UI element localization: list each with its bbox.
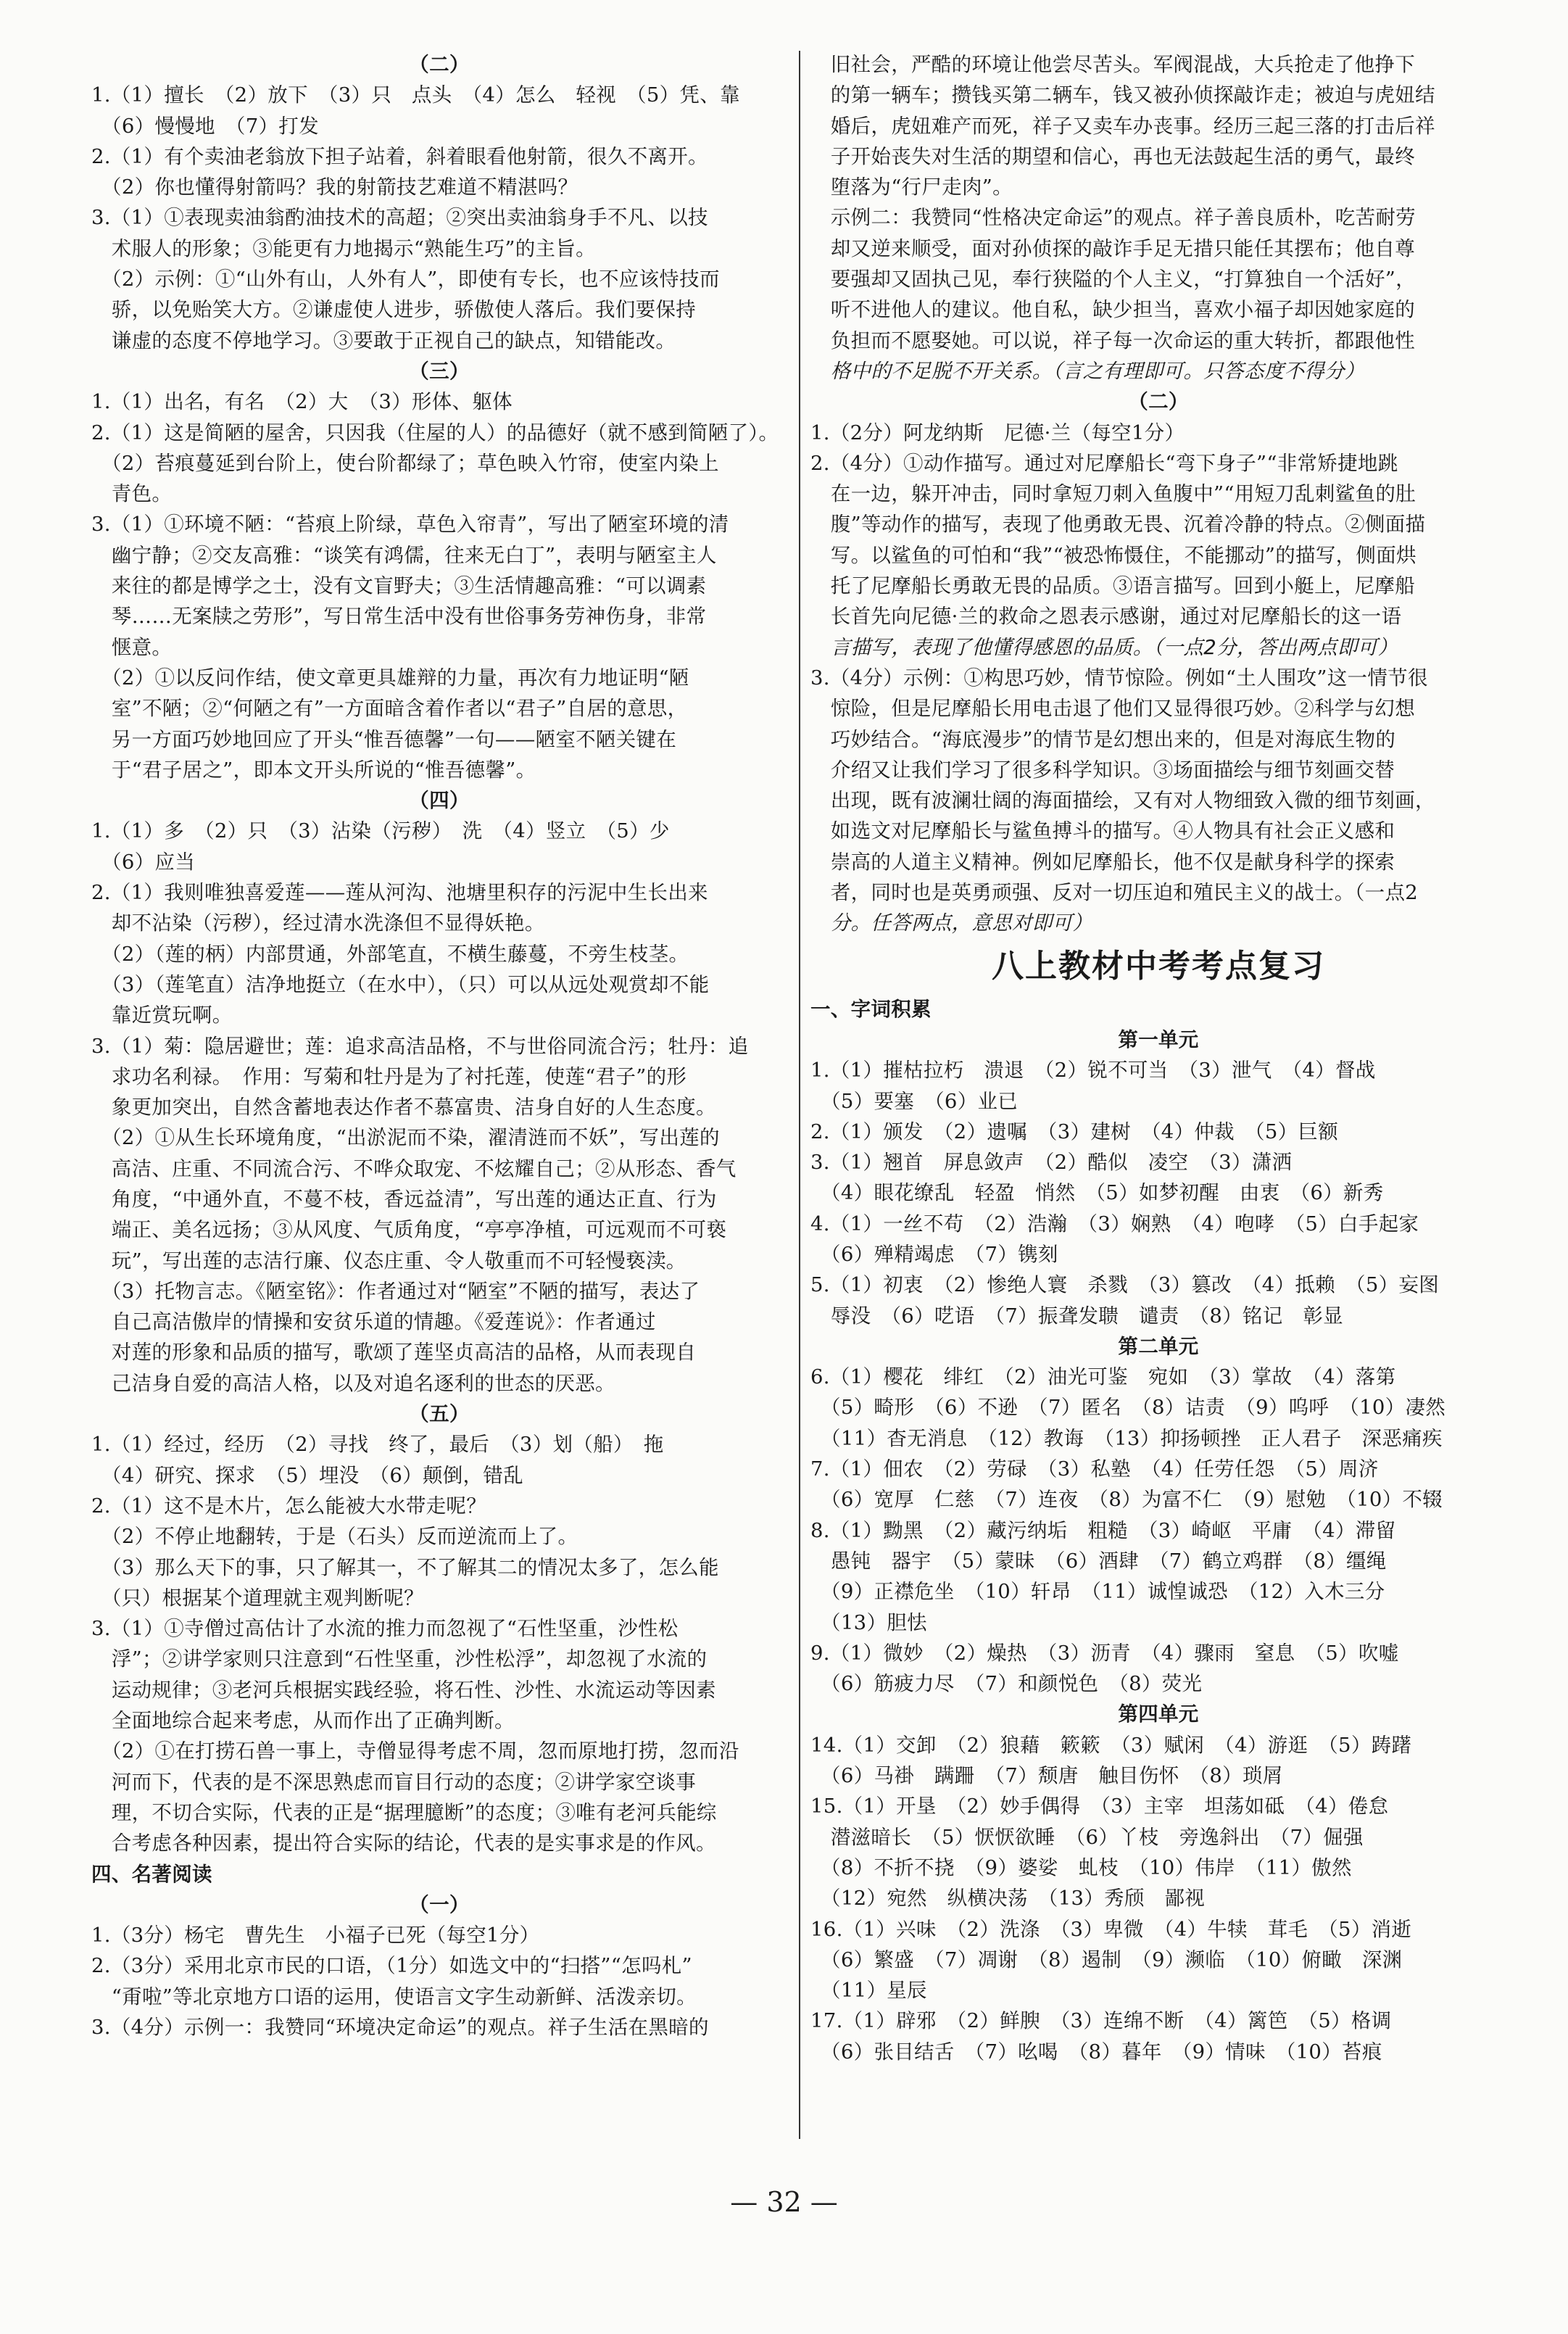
text-line: 辱没 （6）呓语 （7）振聋发聩 谴责 （8）铭记 彰显 xyxy=(810,1304,1343,1328)
text-line: （6）繁盛 （7）凋谢 （8）遏制 （9）濒临 （10）俯瞰 深渊 xyxy=(810,1948,1403,1971)
text-line: 骄，以免贻笑大方。②谦虚使人进步，骄傲使人落后。我们要保持 xyxy=(91,298,696,322)
subsection-heading: 第二单元 xyxy=(1118,1334,1199,1358)
page-number: — 32 — xyxy=(730,2186,838,2218)
text-line: 惊险，但是尼摩船长用电击退了他们又显得很巧妙。②科学与幻想 xyxy=(810,697,1415,721)
text-line: 惬意。 xyxy=(91,635,173,659)
text-line: 4.（1）一丝不苟 （2）浩瀚 （3）娴熟 （4）咆哮 （5）白手起家 xyxy=(810,1212,1419,1236)
text-line: 1.（1）出名，有名 （2）大 （3）形体、躯体 xyxy=(91,390,513,414)
text-line: 9.（1）微妙 （2）燥热 （3）沥青 （4）骤雨 窒息 （5）吹嘘 xyxy=(810,1641,1399,1665)
text-line: （5）畸形 （6）不逊 （7）匿名 （8）诘责 （9）呜呼 （10）凄然 xyxy=(810,1396,1446,1420)
text-line: 的第一辆车；攒钱买第二辆车，钱又被孙侦探敲诈走；被迫与虎妞结 xyxy=(810,83,1435,107)
column-divider xyxy=(799,51,800,2139)
subsection-heading: （二） xyxy=(1128,390,1189,414)
text-line: 高洁、庄重、不同流合污、不哗众取宠、不炫耀自己；②从形态、香气 xyxy=(91,1156,737,1180)
text-line: 6.（1）樱花 绯红 （2）油光可鉴 宛如 （3）掌故 （4）落第 xyxy=(810,1365,1396,1389)
text-line: 室”不陋；②“何陋之有”一方面暗含着作者以“君子”自居的意思， xyxy=(91,697,688,721)
text-line: 要强却又固执己见，奉行狭隘的个人主义，“打算独自一个活好”， xyxy=(810,268,1416,291)
subsection-heading: 第四单元 xyxy=(1118,1702,1199,1726)
text-line: 16.（1）兴味 （2）洗涤 （3）卑微 （4）牛犊 茸毛 （5）消逝 xyxy=(810,1917,1412,1941)
text-line: 听不进他人的建议。他自私，缺少担当，喜欢小福子却因她家庭的 xyxy=(810,298,1415,322)
text-line: 于“君子居之”，即本文开头所说的“惟吾德馨”。 xyxy=(91,758,536,782)
text-line: （9）正襟危坐 （10）轩昂 （11）诚惶诚恐 （12）入木三分 xyxy=(810,1580,1385,1604)
text-line: 幽宁静；②交友高雅：“谈笑有鸿儒，往来无白丁”，表明与陋室主人 xyxy=(91,543,717,567)
text-line: 1.（1）摧枯拉朽 溃退 （2）锐不可当 （3）泄气 （4）督战 xyxy=(810,1059,1376,1083)
text-line: 2.（1）颁发 （2）遗嘱 （3）建树 （4）仲裁 （5）巨额 xyxy=(810,1120,1339,1143)
text-line: （2）①在打捞石兽一事上，寺僧显得考虑不周，忽而原地打捞，忽而沿 xyxy=(91,1739,739,1763)
text-line: 格中的不足脱不开关系。（言之有理即可。只答态度不得分） xyxy=(810,359,1365,383)
text-line: 琴……无案牍之劳形”，写日常生活中没有世俗事务劳神伤身，非常 xyxy=(91,605,707,629)
text-line: （2）①从生长环境角度，“出淤泥而不染，濯清涟而不妖”，写出莲的 xyxy=(91,1126,720,1150)
text-line: 3.（1）①环境不陋：“苔痕上阶绿，草色入帘青”，写出了陋室环境的清 xyxy=(91,513,729,537)
text-line: 另一方面巧妙地回应了开头“惟吾德馨”一句——陋室不陋关键在 xyxy=(91,727,677,751)
subsection-heading: 第一单元 xyxy=(1118,1027,1199,1051)
text-line: （6）慢慢地 （7）打发 xyxy=(91,114,319,138)
text-line: （11）杳无消息 （12）教诲 （13）抑扬顿挫 正人君子 深恶痛疾 xyxy=(810,1426,1443,1450)
right-column xyxy=(810,49,1506,2067)
text-line: 负担而不愿娶她。可以说，祥子每一次命运的重大转折，都跟他性 xyxy=(810,328,1415,352)
text-line: （4）眼花缭乱 轻盈 悄然 （5）如梦初醒 由衷 （6）新秀 xyxy=(810,1181,1384,1205)
text-line: 象更加突出，自然含蓄地表达作者不慕富贵、洁身自好的人生态度。 xyxy=(91,1096,716,1120)
section-title: 八上教材中考考点复习 xyxy=(992,947,1325,985)
text-line: 2.（1）有个卖油老翁放下担子站着，斜着眼看他射箭，很久不离开。 xyxy=(91,144,708,168)
text-line: （只）根据某个道理就主观判断呢？ xyxy=(91,1586,424,1610)
subsection-heading: （二） xyxy=(409,53,470,76)
text-line: 3.（4分）示例：①构思巧妙，情节惊险。例如“土人围攻”这一情节很 xyxy=(810,666,1428,690)
text-line: 介绍又让我们学习了很多科学知识。③场面描绘与细节刻画交替 xyxy=(810,758,1395,782)
subsection-heading: （四） xyxy=(409,789,470,813)
text-line: 旧社会，严酷的环境让他尝尽苦头。军阀混战，大兵抢走了他挣下 xyxy=(810,53,1415,76)
text-line: 7.（1）佃农 （2）劳碌 （3）私塾 （4）任劳任怨 （5）周济 xyxy=(810,1457,1379,1481)
text-line: 3.（4分）示例一：我赞同“环境决定命运”的观点。祥子生活在黑暗的 xyxy=(91,2016,709,2039)
text-line: 2.（1）这是简陋的屋舍，只因我（住屋的人）的品德好（就不感到简陋了）。 xyxy=(91,421,779,444)
text-line: 1.（1）擅长 （2）放下 （3）只 点头 （4）怎么 轻视 （5）凭、靠 xyxy=(91,83,740,107)
text-line: 托了尼摩船长勇敢无畏的品质。③语言描写。回到小艇上，尼摩船 xyxy=(810,574,1415,598)
text-line: 却不沾染（污秽），经过清水洗涤但不显得妖艳。 xyxy=(91,911,545,935)
text-line: 合考虑各种因素，提出符合实际的结论，代表的是实事求是的作风。 xyxy=(91,1832,716,1855)
text-line: （6）张目结舌 （7）吆喝 （8）暮年 （9）情味 （10）苔痕 xyxy=(810,2040,1382,2064)
text-line: 17.（1）辟邪 （2）鲜腴 （3）连绵不断 （4）篱笆 （5）格调 xyxy=(810,2009,1392,2033)
text-line: 来往的都是博学之士，没有文盲野夫；③生活情趣高雅：“可以调素 xyxy=(91,574,707,598)
text-line: （4）研究、探求 （5）埋没 （6）颠倒，错乱 xyxy=(91,1463,523,1487)
text-line: 1.（1）经过，经历 （2）寻找 终了，最后 （3）划（船） 拖 xyxy=(91,1433,664,1457)
left-column xyxy=(91,49,787,2043)
text-line: 示例二：我赞同“性格决定命运”的观点。祥子善良质朴，吃苦耐劳 xyxy=(810,206,1416,230)
text-line: 角度，“中通外直，不蔓不枝，香远益清”，写出莲的通达正直、行为 xyxy=(91,1187,717,1211)
text-line: （2）（莲的柄）内部贯通，外部笔直，不横生藤蔓，不旁生枝茎。 xyxy=(91,942,689,966)
text-line: 河而下，代表的是不深思熟虑而盲目行动的态度；②讲学家空谈事 xyxy=(91,1770,696,1794)
text-line: 3.（1）①寺僧过高估计了水流的推力而忽视了“石性坚重，沙性松 xyxy=(91,1617,679,1641)
text-line: 8.（1）黝黑 （2）藏污纳垢 粗糙 （3）崎岖 平庸 （4）滞留 xyxy=(810,1518,1396,1542)
text-line: 浮”；②讲学家则只注意到“石性坚重，沙性松浮”，却忽视了水流的 xyxy=(91,1647,708,1671)
text-line: （11）星辰 xyxy=(810,1979,927,2003)
text-line: 长首先向尼德·兰的救命之恩表示感谢，通过对尼摩船长的这一语 xyxy=(810,605,1402,629)
text-line: 一、字词积累 xyxy=(810,997,932,1021)
text-line: 潜滋暗长 （5）恹恹欲睡 （6）丫枝 旁逸斜出 （7）倔强 xyxy=(810,1825,1364,1849)
text-line: （6）殚精竭虑 （7）镌刻 xyxy=(810,1242,1058,1266)
text-line: 全面地综合起来考虑，从而作出了正确判断。 xyxy=(91,1709,515,1733)
text-line: （6）应当 xyxy=(91,850,196,874)
text-line: 靠近赏玩啊。 xyxy=(91,1003,233,1027)
text-line: 术服人的形象；③能更有力地揭示“熟能生巧”的主旨。 xyxy=(91,236,596,260)
text-line: 崇高的人道主义精神。例如尼摩船长，他不仅是献身科学的探索 xyxy=(810,850,1395,874)
text-line: 14.（1）交卸 （2）狼藉 簌簌 （3）赋闲 （4）游逛 （5）踌躇 xyxy=(810,1733,1412,1757)
text-line: 言描写，表现了他懂得感恩的品质。（一点2分，答出两点即可） xyxy=(810,635,1398,659)
text-line: 3.（1）菊：隐居避世；莲：追求高洁品格，不与世俗同流合污；牡丹：追 xyxy=(91,1034,749,1058)
text-line: 巧妙结合。“海底漫步”的情节是幻想出来的，但是对海底生物的 xyxy=(810,727,1396,751)
text-line: 1.（3分）杨宅 曹先生 小福子已死（每空1分） xyxy=(91,1924,540,1948)
text-line: 己洁身自爱的高洁人格，以及对追名逐利的世态的厌恶。 xyxy=(91,1371,615,1395)
text-line: 谦虚的态度不停地学习。③要敢于正视自己的缺点，知错能改。 xyxy=(91,328,676,352)
text-line: 腹”等动作的描写，表现了他勇敢无畏、沉着冷静的特点。②侧面描 xyxy=(810,513,1426,537)
text-line: 堕落为“行尸走肉”。 xyxy=(810,175,1013,199)
text-line: （13）胆怯 xyxy=(810,1610,927,1634)
subsection-heading: （五） xyxy=(409,1402,470,1426)
subsection-heading: （一） xyxy=(409,1892,470,1916)
text-line: （2）示例：①“山外有山，人外有人”，即使有专长，也不应该恃技而 xyxy=(91,268,720,291)
text-line: 2.（3分）采用北京市民的口语，（1分）如选文中的“扫搭”“怎吗札” xyxy=(91,1954,692,1978)
text-line: （2）苔痕蔓延到台阶上，使台阶都绿了；草色映入竹帘，使室内染上 xyxy=(91,451,719,475)
text-line: （6）筋疲力尽 （7）和颜悦色 （8）荧光 xyxy=(810,1672,1203,1696)
text-line: 青色。 xyxy=(91,482,173,506)
text-line: 5.（1）初衷 （2）惨绝人寰 杀戮 （3）篡改 （4）抵赖 （5）妄图 xyxy=(810,1273,1440,1297)
text-line: 3.（1）翘首 屏息敛声 （2）酷似 凌空 （3）潇洒 xyxy=(810,1151,1293,1175)
text-line: 写。以鲨鱼的可怕和“我”“被恐怖慑住，不能挪动”的描写，侧面烘 xyxy=(810,543,1416,567)
text-line: （8）不折不挠 （9）婆娑 虬枝 （10）伟岸 （11）傲然 xyxy=(810,1855,1352,1879)
text-line: 者，同时也是英勇顽强、反对一切压迫和殖民主义的战士。（一点2 xyxy=(810,881,1419,905)
text-line: 对莲的形象和品质的描写，歌颂了莲坚贞高洁的品格，从而表现自 xyxy=(91,1341,696,1365)
text-line: 端正、美名远扬；③从风度、气质角度，“亭亭净植，可远观而不可亵 xyxy=(91,1218,727,1242)
text-line: 3.（1）①表现卖油翁酌油技术的高超；②突出卖油翁身手不凡、以技 xyxy=(91,206,708,230)
text-line: 玩”，写出莲的志洁行廉、仪态庄重、令人敬重而不可轻慢亵渎。 xyxy=(91,1249,686,1272)
text-line: （3）那么天下的事，只了解其一，不了解其二的情况太多了，怎么能 xyxy=(91,1555,719,1579)
text-line: （6）马褂 蹒跚 （7）颓唐 触目伤怀 （8）琐屑 xyxy=(810,1764,1283,1788)
text-line: 子开始丧失对生活的期望和信心，再也无法鼓起生活的勇气，最终 xyxy=(810,144,1415,168)
text-line: （12）宛然 纵横决荡 （13）秀颀 鄙视 xyxy=(810,1887,1206,1911)
text-line: （6）宽厚 仁慈 （7）连夜 （8）为富不仁 （9）慰勉 （10）不辍 xyxy=(810,1488,1443,1512)
text-line: 1.（1）多 （2）只 （3）沾染（污秽） 洗 （4）竖立 （5）少 xyxy=(91,819,670,843)
text-line: 求功名利禄。 作用：写菊和牡丹是为了衬托莲，使莲“君子”的形 xyxy=(91,1064,687,1088)
text-line: （3）（莲笔直）洁净地挺立（在水中），（只）可以从远处观赏却不能 xyxy=(91,972,710,996)
text-line: （5）要塞 （6）业已 xyxy=(810,1089,1019,1113)
text-line: 运动规律；③老河兵根据实践经验，将石性、沙性、水流运动等因素 xyxy=(91,1678,716,1702)
text-line: （2）你也懂得射箭吗？我的射箭技艺难道不精湛吗？ xyxy=(91,175,578,199)
text-line: 2.（1）这不是木片，怎么能被大水带走呢？ xyxy=(91,1494,487,1518)
text-line: 如选文对尼摩船长与鲨鱼搏斗的描写。④人物具有社会正义感和 xyxy=(810,819,1395,843)
text-line: 分。任答两点，意思对即可） xyxy=(810,911,1093,935)
text-line: 15.（1）开垦 （2）妙手偶得 （3）主宰 坦荡如砥 （4）倦怠 xyxy=(810,1795,1389,1818)
subsection-heading: （三） xyxy=(409,359,470,383)
text-line: 2.（4分）①动作描写。通过对尼摩船长“弯下身子”“非常矫捷地跳 xyxy=(810,451,1398,475)
text-line: 却又逆来顺受，面对孙侦探的敲诈手足无措只能任其摆布；他自尊 xyxy=(810,236,1415,260)
text-line: （3）托物言志。《陋室铭》：作者通过对“陋室”不陋的描写，表达了 xyxy=(91,1279,700,1303)
text-line: 1.（2分）阿龙纳斯 尼德·兰（每空1分） xyxy=(810,421,1185,444)
text-line: 出现，既有波澜壮阔的海面描绘，又有对人物细致入微的细节刻画， xyxy=(810,789,1435,813)
text-line: 四、名著阅读 xyxy=(91,1862,212,1886)
text-line: 在一边，躲开冲击，同时拿短刀刺入鱼腹中”“用短刀乱刺鲨鱼的肚 xyxy=(810,482,1416,506)
text-line: 婚后，虎妞难产而死，祥子又卖车办丧事。经历三起三落的打击后祥 xyxy=(810,114,1435,138)
text-line: 2.（1）我则唯独喜爱莲——莲从河沟、池塘里积存的污泥中生长出来 xyxy=(91,881,708,905)
text-line: （2）不停止地翻转，于是（石头）反而逆流而上了。 xyxy=(91,1525,578,1549)
text-line: 愚钝 器宇 （5）蒙昧 （6）酒肆 （7）鹤立鸡群 （8）缰绳 xyxy=(810,1549,1387,1573)
text-line: （2）①以反问作结，使文章更具雄辩的力量，再次有力地证明“陋 xyxy=(91,666,689,690)
text-line: 自己高洁傲岸的情操和安贫乐道的情趣。《爱莲说》：作者通过 xyxy=(91,1310,656,1334)
text-line: 理，不切合实际，代表的正是“据理臆断”的态度；③唯有老河兵能综 xyxy=(91,1800,717,1824)
text-line: “甭啦”等北京地方口语的运用，使语言文字生动新鲜、活泼亲切。 xyxy=(91,1985,697,2008)
